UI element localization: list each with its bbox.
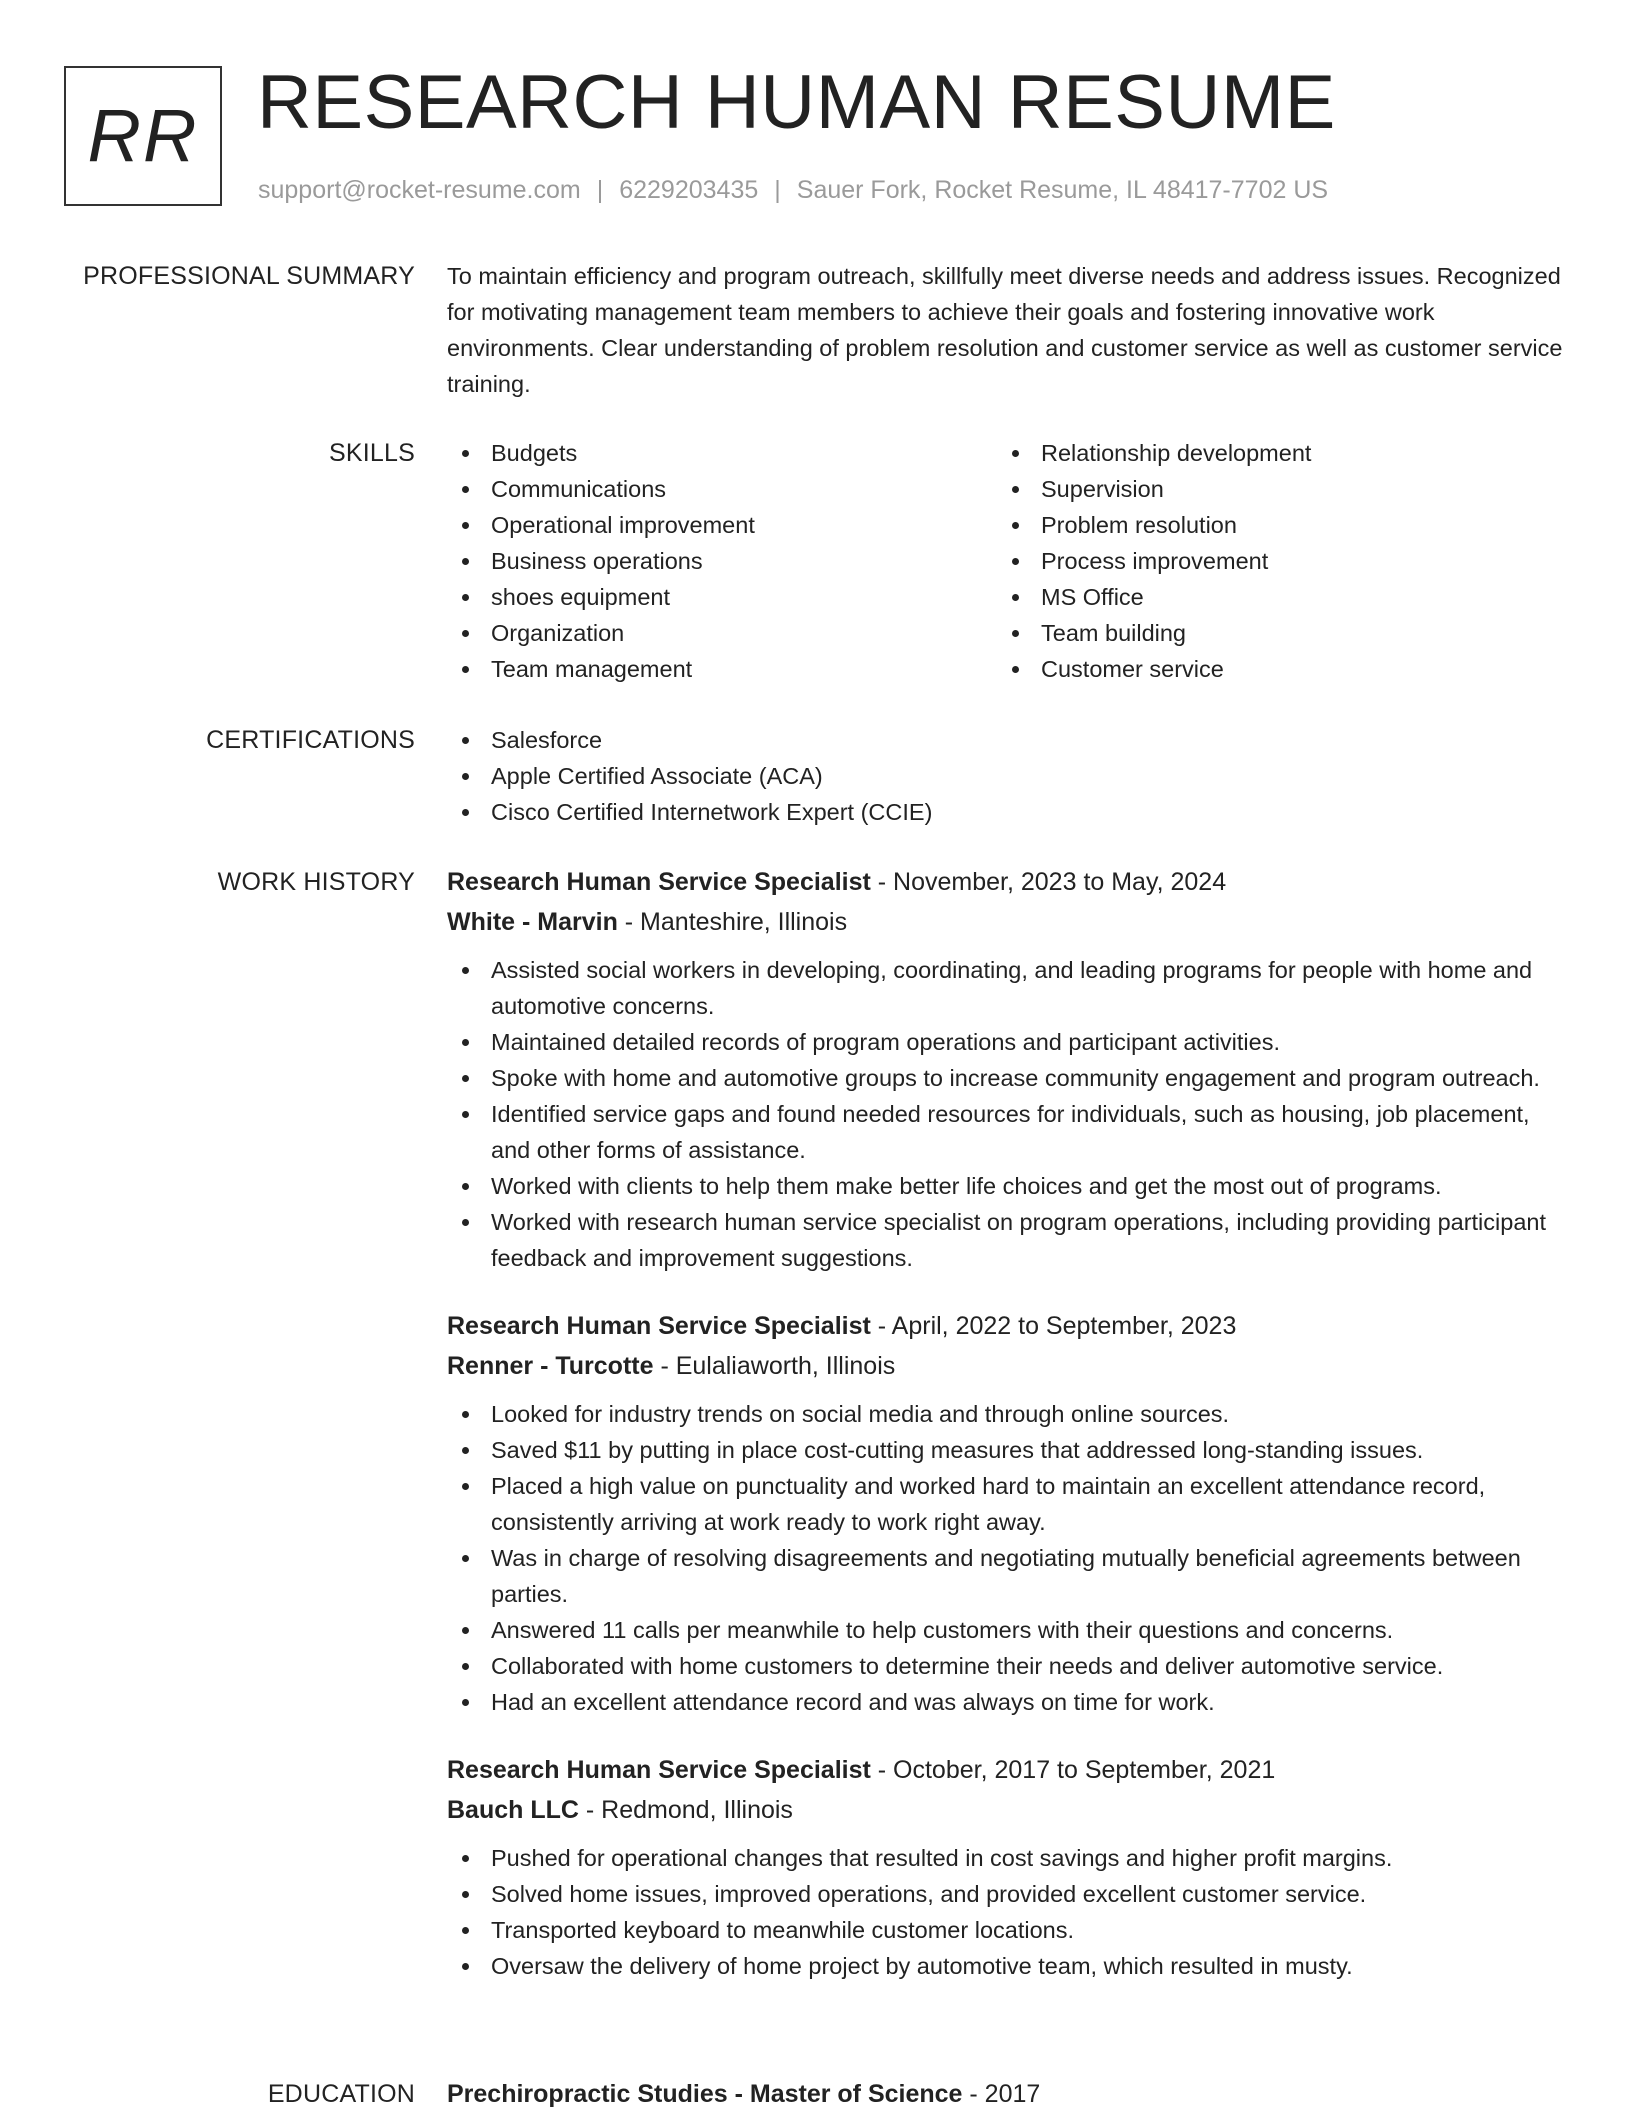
monogram-initials: RR xyxy=(87,94,199,177)
job-title-line xyxy=(447,1750,1567,1790)
job-title-line xyxy=(447,1306,1567,1346)
skill-item: Relationship development xyxy=(997,435,1557,471)
job-bullets xyxy=(447,1396,1567,1720)
job-dates: - October, 2017 to September, 2021 xyxy=(870,1756,1276,1784)
employer-location: - Redmond, Illinois xyxy=(578,1796,793,1824)
education-line xyxy=(447,2074,1567,2114)
job-bullet: Had an excellent attendance record and was always on time for work. xyxy=(447,1684,1567,1720)
certification-item: Apple Certified Associate (ACA) xyxy=(447,758,1567,794)
skills-columns xyxy=(447,435,1567,687)
employer-line xyxy=(447,902,1567,942)
job-bullet: Placed a high value on punctuality and worked hard to maintain an excellent attendance record, consistently arriving at work ready to work right away. xyxy=(447,1468,1567,1540)
education-year: - 2017 xyxy=(962,2080,1041,2108)
job-entry xyxy=(447,1750,1567,1984)
job-bullet: Answered 11 calls per meanwhile to help customers with their questions and concerns. xyxy=(447,1612,1567,1648)
section-label-summary: PROFESSIONAL SUMMARY xyxy=(83,262,415,290)
job-bullet: Collaborated with home customers to determine their needs and deliver automotive service. xyxy=(447,1648,1567,1684)
job-bullet: Pushed for operational changes that resulted in cost savings and higher profit margins. xyxy=(447,1840,1567,1876)
employer-location: - Eulaliaworth, Illinois xyxy=(653,1352,896,1380)
contact-line xyxy=(258,174,1328,206)
job-bullet: Maintained detailed records of program operations and participant activities. xyxy=(447,1024,1567,1060)
employer-name: White - Marvin xyxy=(447,908,618,936)
education-degree: Prechiropractic Studies - Master of Science xyxy=(447,2080,963,2108)
skill-item: Operational improvement xyxy=(447,507,997,543)
skill-item: shoes equipment xyxy=(447,579,997,615)
job-bullet: Spoke with home and automotive groups to increase community engagement and program outreach. xyxy=(447,1060,1567,1096)
education-body xyxy=(447,2074,1567,2114)
section-label-education: EDUCATION xyxy=(267,2080,415,2108)
job-bullet: Was in charge of resolving disagreements and negotiating mutually beneficial agreements between parties. xyxy=(447,1540,1567,1612)
employer-line xyxy=(447,1790,1567,1830)
skill-item: Communications xyxy=(447,471,997,507)
job-bullet: Worked with clients to help them make better life choices and get the most out of programs. xyxy=(447,1168,1567,1204)
certifications-body xyxy=(447,722,1567,830)
skill-item: Team building xyxy=(997,615,1557,651)
job-bullet: Transported keyboard to meanwhile customer locations. xyxy=(447,1912,1567,1948)
job-title: Research Human Service Specialist xyxy=(447,868,871,896)
job-bullets xyxy=(447,952,1567,1276)
job-bullet: Identified service gaps and found needed resources for individuals, such as housing, job placement, and other forms of assistance. xyxy=(447,1096,1567,1168)
employer-line xyxy=(447,1346,1567,1386)
job-entry xyxy=(447,1306,1567,1720)
employer-location: - Manteshire, Illinois xyxy=(617,908,848,936)
skill-item: Supervision xyxy=(997,471,1557,507)
job-title: Research Human Service Specialist xyxy=(447,1756,871,1784)
section-label-work-history: WORK HISTORY xyxy=(217,868,415,896)
contact-separator: | xyxy=(774,176,781,204)
monogram-logo xyxy=(64,66,222,206)
skill-item: MS Office xyxy=(997,579,1557,615)
skills-list-right xyxy=(997,435,1557,687)
section-label-certifications: CERTIFICATIONS xyxy=(206,726,415,754)
skill-item: Budgets xyxy=(447,435,997,471)
job-bullet: Assisted social workers in developing, coordinating, and leading programs for people with home and automotive concerns. xyxy=(447,952,1567,1024)
section-label-skills: SKILLS xyxy=(329,439,415,467)
certification-item: Salesforce xyxy=(447,722,1567,758)
skill-item: Process improvement xyxy=(997,543,1557,579)
job-dates: - April, 2022 to September, 2023 xyxy=(870,1312,1237,1340)
certifications-list xyxy=(447,722,1567,830)
employer-name: Bauch LLC xyxy=(447,1796,579,1824)
job-bullets xyxy=(447,1840,1567,1984)
work-history-body xyxy=(447,862,1567,2014)
employer-name: Renner - Turcotte xyxy=(447,1352,654,1380)
job-bullet: Solved home issues, improved operations, and provided excellent customer service. xyxy=(447,1876,1567,1912)
resume-name: RESEARCH HUMAN RESUME xyxy=(257,60,1336,145)
skill-item: Organization xyxy=(447,615,997,651)
skill-item: Customer service xyxy=(997,651,1557,687)
certification-item: Cisco Certified Internetwork Expert (CCIE) xyxy=(447,794,1567,830)
skill-item: Business operations xyxy=(447,543,997,579)
job-dates: - November, 2023 to May, 2024 xyxy=(870,868,1227,896)
job-title-line xyxy=(447,862,1567,902)
job-bullet: Looked for industry trends on social media and through online sources. xyxy=(447,1396,1567,1432)
contact-address: Sauer Fork, Rocket Resume, IL 48417-7702 US xyxy=(796,176,1329,204)
skill-item: Team management xyxy=(447,651,997,687)
job-title: Research Human Service Specialist xyxy=(447,1312,871,1340)
contact-email: support@rocket-resume.com xyxy=(258,176,581,204)
contact-separator: | xyxy=(596,176,604,204)
job-entry xyxy=(447,862,1567,1276)
summary-text: To maintain efficiency and program outreach, skillfully meet diverse needs and address issues. Recognized for motivating management team members to achieve their goals and fostering innovative work environments. Clear understanding of problem resolution and customer service as well as customer service training. xyxy=(447,263,1563,397)
skill-item: Problem resolution xyxy=(997,507,1557,543)
job-bullet: Worked with research human service specialist on program operations, including providing participant feedback and improvement suggestions. xyxy=(447,1204,1567,1276)
job-bullet: Saved $11 by putting in place cost-cutting measures that addressed long-standing issues. xyxy=(447,1432,1567,1468)
job-bullet: Oversaw the delivery of home project by automotive team, which resulted in musty. xyxy=(447,1948,1567,1984)
skills-list-left xyxy=(447,435,997,687)
contact-phone: 6229203435 xyxy=(619,176,759,204)
